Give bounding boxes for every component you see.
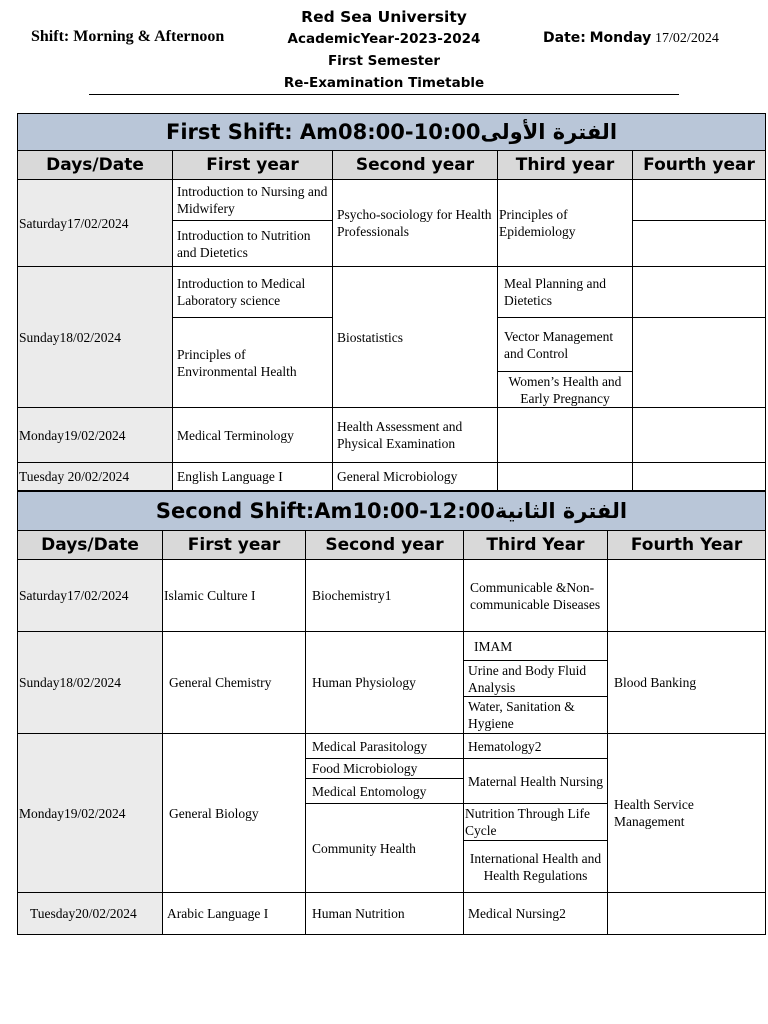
day-saturday: Saturday17/02/2024	[18, 560, 163, 632]
empty-cell	[633, 267, 766, 318]
header-titles	[250, 6, 518, 94]
exam-cell: Water, Sanitation & Hygiene	[464, 697, 608, 734]
exam-cell: Medical Terminology	[173, 408, 333, 463]
col-second-year: Second year	[306, 531, 464, 560]
exam-cell: Human Physiology	[306, 632, 464, 734]
exam-cell: Hematology2	[464, 734, 608, 759]
empty-cell	[633, 408, 766, 463]
exam-cell: General Biology	[163, 734, 306, 893]
exam-cell: Community Health	[306, 804, 464, 893]
day-sunday: Sunday18/02/2024	[18, 267, 173, 408]
empty-cell	[498, 408, 633, 463]
exam-cell: Arabic Language I	[163, 893, 306, 935]
exam-cell: Introduction to Nutrition and Dietetics	[173, 221, 333, 267]
date-value: 17/02/2024	[655, 31, 719, 46]
first-shift-title: First Shift: Am08:00-10:00الفترة الأولى	[18, 114, 766, 151]
semester: First Semester	[327, 53, 441, 69]
empty-cell	[633, 318, 766, 408]
exam-cell: IMAM	[464, 632, 608, 661]
col-second-year: Second year	[333, 151, 498, 180]
exam-cell: Women’s Health and Early Pregnancy	[498, 372, 633, 408]
exam-cell: Health Service Management	[608, 734, 766, 893]
day-monday: Monday19/02/2024	[18, 734, 163, 893]
empty-cell	[633, 463, 766, 491]
col-days: Days/Date	[18, 151, 173, 180]
exam-cell: Urine and Body Fluid Analysis	[464, 661, 608, 697]
exam-cell: Medical Entomology	[306, 779, 464, 804]
exam-cell: Biochemistry1	[306, 560, 464, 632]
exam-cell: General Chemistry	[163, 632, 306, 734]
col-first-year: First year	[163, 531, 306, 560]
day-monday: Monday19/02/2024	[18, 408, 173, 463]
exam-cell: Food Microbiology	[306, 759, 464, 779]
header-divider	[89, 94, 679, 95]
day-tuesday: Tuesday 20/02/2024	[18, 463, 173, 491]
col-fourth-year: Fourth year	[633, 151, 766, 180]
exam-cell: Islamic Culture I	[163, 560, 306, 632]
exam-cell: Principles of Epidemiology	[498, 180, 633, 267]
exam-cell: Nutrition Through Life Cycle	[464, 804, 608, 841]
col-third-year: Third year	[498, 151, 633, 180]
exam-cell: Medical Parasitology	[306, 734, 464, 759]
second-shift-table	[17, 491, 766, 935]
exam-cell: Maternal Health Nursing	[464, 759, 608, 804]
date-block	[543, 30, 719, 47]
day-tuesday: Tuesday20/02/2024	[18, 893, 163, 935]
exam-cell: Principles of Environmental Health	[173, 318, 333, 408]
empty-cell	[608, 893, 766, 935]
second-shift-title: Second Shift:Am10:00-12:00الفترة الثانية	[18, 492, 766, 531]
first-shift-table	[17, 113, 766, 491]
col-fourth-year: Fourth Year	[608, 531, 766, 560]
empty-cell	[633, 221, 766, 267]
col-days: Days/Date	[18, 531, 163, 560]
university-name: Red Sea University	[301, 8, 467, 26]
exam-cell: English Language I	[173, 463, 333, 491]
date-label: Date:	[543, 30, 586, 46]
exam-cell: Health Assessment and Physical Examination	[333, 408, 498, 463]
date-day: Monday	[589, 30, 652, 46]
timetable-title: Re-Examination Timetable	[283, 75, 485, 91]
empty-cell	[498, 463, 633, 491]
academic-year: AcademicYear-2023-2024	[287, 31, 481, 47]
exam-cell: Communicable &Non-communicable Diseases	[464, 560, 608, 632]
exam-cell: Human Nutrition	[306, 893, 464, 935]
exam-cell: Introduction to Medical Laboratory science	[173, 267, 333, 318]
exam-cell: Medical Nursing2	[464, 893, 608, 935]
exam-cell: Psycho-sociology for Health Professionals	[333, 180, 498, 267]
exam-cell: Biostatistics	[333, 267, 498, 408]
shift-label: Shift: Morning & Afternoon	[31, 28, 225, 45]
exam-cell: Meal Planning and Dietetics	[498, 267, 633, 318]
exam-cell: Blood Banking	[608, 632, 766, 734]
col-third-year: Third Year	[464, 531, 608, 560]
day-sunday: Sunday18/02/2024	[18, 632, 163, 734]
exam-cell: General Microbiology	[333, 463, 498, 491]
exam-cell: Introduction to Nursing and Midwifery	[173, 180, 333, 221]
exam-cell: International Health and Health Regulations	[464, 841, 608, 893]
empty-cell	[633, 180, 766, 221]
col-first-year: First year	[173, 151, 333, 180]
exam-cell: Vector Management and Control	[498, 318, 633, 372]
day-saturday: Saturday17/02/2024	[18, 180, 173, 267]
empty-cell	[608, 560, 766, 632]
